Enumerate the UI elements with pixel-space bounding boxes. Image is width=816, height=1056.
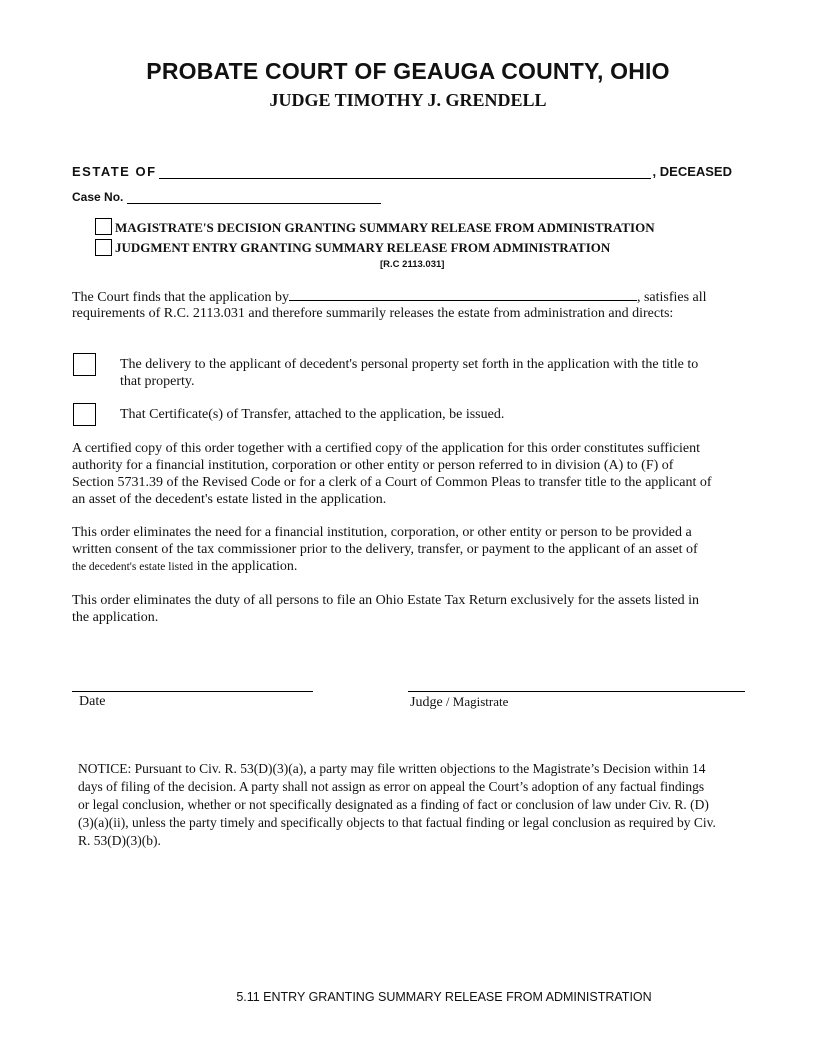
certified-copy-paragraph xyxy=(72,440,772,508)
paragraph-line: the application. xyxy=(72,610,159,625)
findings-line-2: requirements of R.C. 2113.031 and therefore summarily releases the estate from administration and directs: xyxy=(72,306,674,321)
estate-label: ESTATE OF xyxy=(72,164,157,179)
paragraph-line: This order eliminates the need for a financial institution, corporation, or other entity or person to be provided a xyxy=(72,525,692,540)
paragraph-line: A certified copy of this order together with a certified copy of the application for this order constitutes sufficient xyxy=(72,441,700,456)
applicant-name-field[interactable] xyxy=(289,288,637,301)
paragraph-line: authority for a financial institution, corporation or other entity or person referred to in division (A) to (F) of xyxy=(72,458,674,473)
case-number-field[interactable] xyxy=(127,191,381,204)
certificate-transfer-checkbox[interactable] xyxy=(73,403,96,426)
paragraph-line: an asset of the decedent's estate listed in the application. xyxy=(72,492,387,507)
delivery-text-2: that property. xyxy=(120,374,195,389)
certificate-transfer-text: That Certificate(s) of Transfer, attached to the application, be issued. xyxy=(120,407,505,422)
findings-intro: The Court finds that the application by xyxy=(72,290,289,305)
paragraph-small-text: the decedent's estate listed xyxy=(72,561,194,573)
estate-tax-paragraph xyxy=(72,592,772,626)
deceased-label: , DECEASED xyxy=(652,164,732,179)
paragraph-line: Section 5731.39 of the Revised Code or for a clerk of a Court of Common Pleas to transfer title to the applicant of xyxy=(72,475,712,490)
objection-notice xyxy=(78,760,788,850)
notice-line: R. 53(D)(3)(b). xyxy=(78,833,161,848)
statute-reference: [R.C 2113.031] xyxy=(380,259,445,270)
form-footer: 5.11 ENTRY GRANTING SUMMARY RELEASE FROM ADMINISTRATION xyxy=(236,990,652,1004)
magistrate-decision-label: MAGISTRATE'S DECISION GRANTING SUMMARY RELEASE FROM ADMINISTRATION xyxy=(115,220,655,235)
notice-line: (3)(a)(ii), unless the party timely and specifically objects to that factual finding or legal conclusion as required by Civ. xyxy=(78,815,716,830)
paragraph-end-text: in the application. xyxy=(193,559,298,574)
paragraph-line xyxy=(72,558,772,576)
notice-line: days of filing of the decision. A party shall not assign as error on appeal the Court’s adoption of any factual findings xyxy=(78,779,705,794)
magistrate-decision-checkbox[interactable] xyxy=(95,218,112,235)
judge-signature-line[interactable] xyxy=(408,691,745,692)
case-number-label: Case No. xyxy=(72,190,124,204)
judgment-entry-checkbox[interactable] xyxy=(95,239,112,256)
paragraph-line: written consent of the tax commissioner prior to the delivery, transfer, or payment to the applicant of an asset of xyxy=(72,542,698,557)
judge-magistrate-label xyxy=(410,693,508,711)
magistrate-label: / Magistrate xyxy=(442,694,509,709)
paragraph-line: This order eliminates the duty of all persons to file an Ohio Estate Tax Return exclusively for the assets listed in xyxy=(72,593,700,608)
court-title: PROBATE COURT OF GEAUGA COUNTY, OHIO xyxy=(146,58,670,84)
judge-name: JUDGE TIMOTHY J. GRENDELL xyxy=(269,90,547,110)
notice-line: or legal conclusion, whether or not specifically designated as a finding of fact or conclusion of law under Civ. R. (D) xyxy=(78,797,709,812)
notice-line: NOTICE: Pursuant to Civ. R. 53(D)(3)(a), a party may file written objections to the Magistrate’s Decision within 14 xyxy=(78,761,706,776)
delivery-text-1: The delivery to the applicant of decedent's personal property set forth in the application with the title to xyxy=(120,357,699,372)
findings-satisfies: , satisfies all xyxy=(636,290,707,305)
date-label: Date xyxy=(79,694,106,709)
estate-line xyxy=(72,164,732,179)
date-signature-line[interactable] xyxy=(72,691,313,692)
estate-name-field[interactable] xyxy=(159,164,651,179)
findings-line-1 xyxy=(72,288,752,306)
tax-consent-paragraph xyxy=(72,524,772,576)
delivery-checkbox[interactable] xyxy=(73,353,96,376)
case-number-line xyxy=(72,190,381,204)
judgment-entry-label: JUDGMENT ENTRY GRANTING SUMMARY RELEASE FROM ADMINISTRATION xyxy=(115,240,611,255)
judge-label: Judge xyxy=(410,695,443,710)
